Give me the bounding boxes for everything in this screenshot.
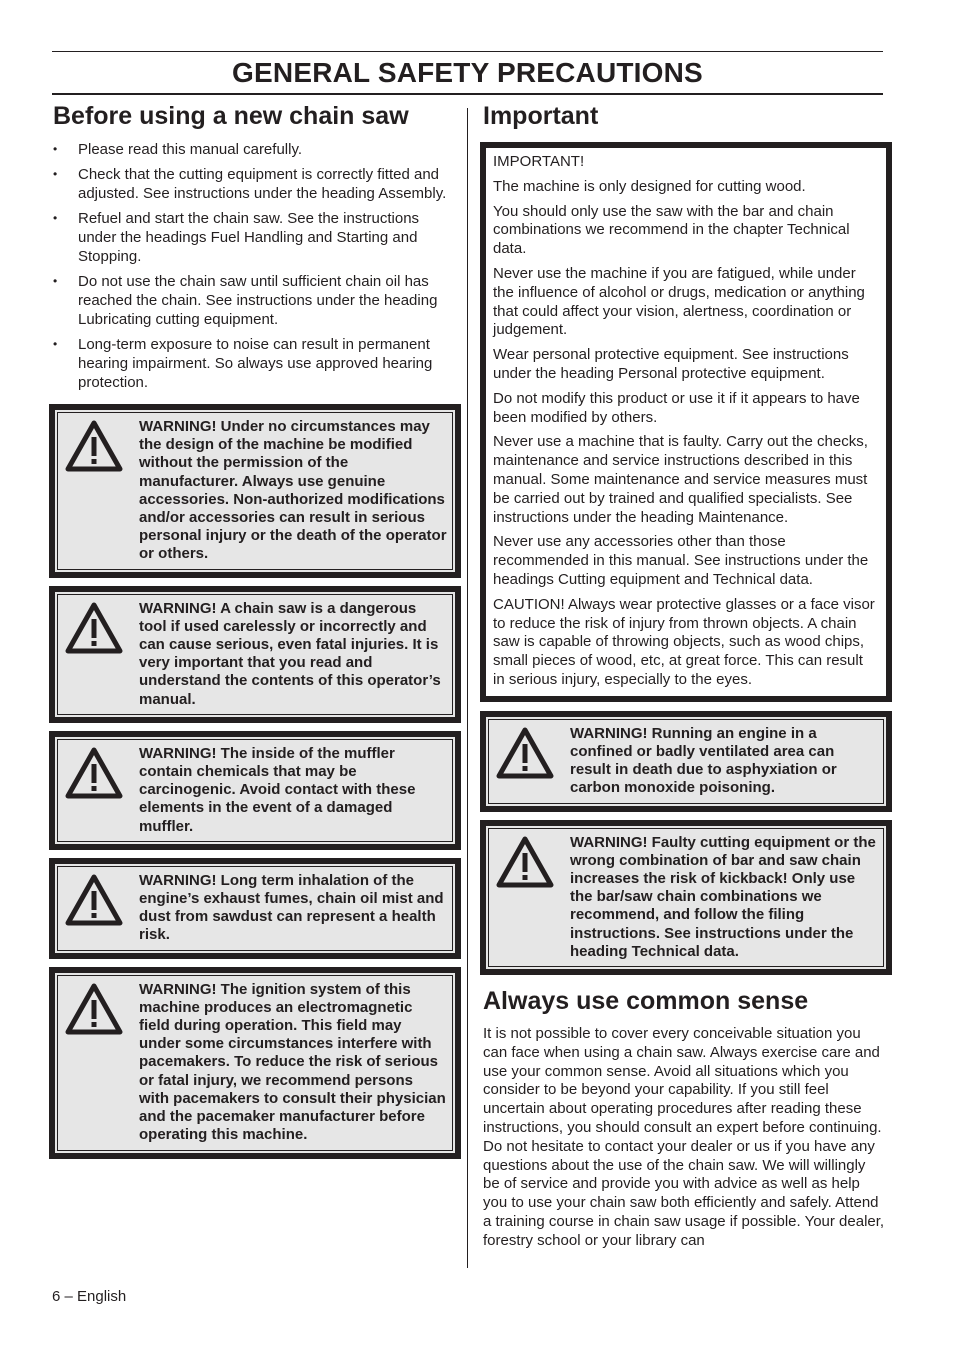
important-line: Do not modify this product or use it if it appears to have been modified by others.	[493, 389, 860, 426]
warning-triangle-icon	[496, 727, 554, 779]
left-column	[52, 100, 462, 1159]
warning-box	[49, 967, 461, 1159]
warning-box	[49, 586, 461, 723]
warning-triangle-icon	[65, 420, 123, 472]
warning-triangle-icon	[65, 747, 123, 799]
page-title: GENERAL SAFETY PRECAUTIONS	[232, 57, 703, 88]
right-column	[480, 100, 892, 1251]
warning-box	[49, 731, 461, 850]
warning-text: WARNING! Long term inhalation of the engine’s exhaust fumes, chain oil mist and dust from sawdust can represent a health risk.	[139, 871, 444, 944]
important-line: Never use the machine if you are fatigued, while under the influence of alcohol or drugs, medication or anything that could affect your vision, alertness, coordination or judgement.	[493, 264, 865, 339]
warning-text: WARNING! A chain saw is a dangerous tool if used carelessly or incorrectly and can cause serious, even fatal injuries. It is very important that you read and understand the contents of this operator’s manual.	[139, 599, 441, 708]
important-line: Wear personal protective equipment. See instructions under the heading Personal protective equipment.	[493, 346, 849, 382]
warning-text: WARNING! The ignition system of this machine produces an electromagnetic field during operation. This field may under some circumstances interfere with pacemakers. To reduce the risk of serious or fatal injury, we recommend persons with pacemakers to consult their physician and the pacemaker manufacturer before operating this machine.	[139, 980, 446, 1144]
important-line: Never use a machine that is faulty. Carry out the checks, maintenance and service instructions described in this manual. Some maintenance and service measures must be carried out by trained and qualified specialists. See instructions under the heading Maintenance.	[493, 433, 868, 526]
warning-text: WARNING! The inside of the muffler contain chemicals that may be carcinogenic. Avoid contact with these elements in the event of a damaged muffler.	[139, 744, 416, 835]
warning-triangle-icon	[496, 836, 554, 888]
section-heading-before-use: Before using a new chain saw	[53, 102, 409, 130]
list-item: • Check that the cutting equipment is correctly fitted and adjusted. See instructions under the heading Assembly.	[53, 166, 447, 202]
important-box	[480, 142, 892, 702]
header-top-rule	[52, 51, 883, 52]
warning-text: WARNING! Under no circumstances may the design of the machine be modified without the permission of the manufacturer. Always use genuine accessories. Non-authorized modifications and/or accessories can result in serious personal injury or the death of the operator or others.	[139, 418, 447, 563]
column-divider	[467, 108, 468, 1268]
list-item: • Do not use the chain saw until sufficient chain oil has reached the chain. See instructions under the heading Lubricating cutting equipment.	[53, 273, 438, 328]
warning-box	[480, 711, 892, 812]
header-bottom-rule	[52, 93, 883, 95]
list-item: • Long-term exposure to noise can result in permanent hearing impairment. So always use approved hearing protection.	[53, 336, 433, 391]
section-heading-important: Important	[483, 102, 599, 130]
warning-triangle-icon	[65, 874, 123, 926]
warning-box	[480, 820, 892, 975]
warning-box	[49, 404, 461, 578]
important-line: The machine is only designed for cutting wood.	[493, 177, 806, 195]
warning-text: WARNING! Faulty cutting equipment or the wrong combination of bar and saw chain increases the risk of kickback! Only use the bar/saw chain combinations we recommend, and follow the filing instructions. See instructions under the heading Technical data.	[570, 833, 876, 960]
important-line: IMPORTANT!	[493, 153, 585, 170]
section-heading-common-sense: Always use common sense	[483, 986, 809, 1015]
common-sense-paragraph: It is not possible to cover every conceivable situation you can face when using a chain saw. Always exercise care and use your common sense. Avoid all situations which you consider to be beyond your capability. If you still feel uncertain about operating procedures after reading these instructions, you should consult an expert before continuing. Do not hesitate to contact your dealer or us if you have any questions about the use of the chain saw. We will willingly be of service and provide you with advice as well as help you to use your chain saw both efficiently and safely. Attend a training course in chain saw usage if possible. Your dealer, forestry school or your library can	[483, 1024, 885, 1249]
warning-triangle-icon	[65, 602, 123, 654]
list-item: • Refuel and start the chain saw. See the instructions under the headings Fuel Handling and Starting and Stopping.	[53, 210, 420, 265]
page-footer: 6 – English	[52, 1288, 127, 1305]
warning-text: WARNING! Running an engine in a confined or badly ventilated area can result in death due to asphyxiation or carbon monoxide poisoning.	[570, 724, 837, 797]
warning-triangle-icon	[65, 983, 123, 1035]
important-line: Never use any accessories other than those recommended in this manual. See instructions under the headings Cutting equipment and Technical data.	[493, 533, 869, 588]
important-line: CAUTION! Always wear protective glasses or a face visor to reduce the risk of injury from thrown objects. A chain saw is capable of throwing objects, such as wood chips, small pieces of wood, etc, at great force. This can result in serious injury, especially to the eyes.	[493, 595, 875, 688]
warning-box	[49, 858, 461, 959]
precaution-list	[52, 140, 448, 392]
list-item: • Please read this manual carefully.	[53, 141, 303, 158]
important-line: You should only use the saw with the bar and chain combinations we recommend in the chapter Technical data.	[493, 202, 850, 258]
